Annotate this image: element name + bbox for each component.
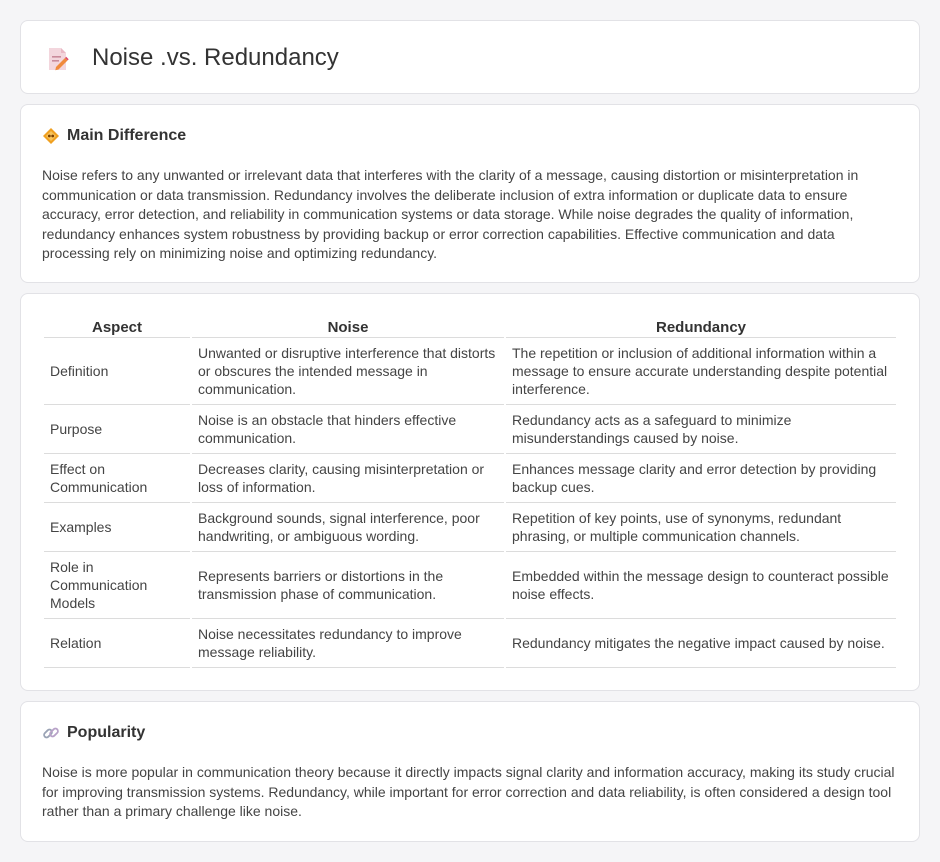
main-difference-heading bbox=[42, 127, 186, 145]
popularity-title: Popularity bbox=[67, 724, 146, 741]
aspect-cell: Effect on Communication bbox=[44, 454, 190, 503]
redundancy-cell: Embedded within the message design to counteract possible noise effects. bbox=[506, 552, 896, 619]
table-row bbox=[44, 552, 896, 619]
noise-cell: Noise is an obstacle that hinders effective communication. bbox=[192, 405, 504, 454]
popularity-section bbox=[20, 701, 920, 842]
table-row bbox=[44, 619, 896, 668]
popularity-heading bbox=[42, 724, 145, 742]
aspect-cell: Purpose bbox=[44, 405, 190, 454]
redundancy-cell: Enhances message clarity and error detection by providing backup cues. bbox=[506, 454, 896, 503]
redundancy-cell: Redundancy mitigates the negative impact caused by noise. bbox=[506, 619, 896, 668]
noise-cell: Background sounds, signal interference, poor handwriting, or ambiguous wording. bbox=[192, 503, 504, 552]
noise-cell: Unwanted or disruptive interference that distorts or obscures the intended message in communication. bbox=[192, 338, 504, 405]
aspect-cell: Role in Communication Models bbox=[44, 552, 190, 619]
redundancy-cell: Redundancy acts as a safeguard to minimize misunderstandings caused by noise. bbox=[506, 405, 896, 454]
header-redundancy: Redundancy bbox=[506, 316, 896, 338]
noise-cell: Noise necessitates redundancy to improve message reliability. bbox=[192, 619, 504, 668]
link-icon bbox=[42, 724, 60, 742]
aspect-cell: Relation bbox=[44, 619, 190, 668]
aspect-cell: Definition bbox=[44, 338, 190, 405]
document-edit-icon bbox=[47, 46, 69, 72]
header-card bbox=[20, 20, 920, 94]
noise-cell: Decreases clarity, causing misinterpretation or loss of information. bbox=[192, 454, 504, 503]
comparison-table bbox=[42, 316, 898, 668]
comparison-section bbox=[20, 293, 920, 691]
redundancy-cell: The repetition or inclusion of additional information within a message to ensure accurate understanding despite potential interference. bbox=[506, 338, 896, 405]
header-noise: Noise bbox=[192, 316, 504, 338]
main-difference-text: Noise refers to any unwanted or irrelevant data that interferes with the clarity of a message, causing distortion or misinterpretation in communication or data transmission. Redundancy involves the deliberate inclusion of extra information or duplicate data to ensure accuracy, error detection, and reliability in communication systems or data storage. While noise degrades the quality of information, redundancy enhances system robustness by providing backup or error correction capabilities. Effective communication and data processing rely on minimizing noise and optimizing redundancy. bbox=[42, 167, 859, 262]
table-row bbox=[44, 405, 896, 454]
aspect-cell: Examples bbox=[44, 503, 190, 552]
main-difference-title: Main Difference bbox=[67, 127, 187, 144]
main-difference-section bbox=[20, 104, 920, 283]
table-header-row bbox=[44, 316, 896, 338]
noise-cell: Represents barriers or distortions in the transmission phase of communication. bbox=[192, 552, 504, 619]
redundancy-cell: Repetition of key points, use of synonyms, redundant phrasing, or multiple communication channels. bbox=[506, 503, 896, 552]
table-row bbox=[44, 503, 896, 552]
diamond-badge-icon bbox=[42, 127, 60, 145]
popularity-text: Noise is more popular in communication theory because it directly impacts signal clarity and information accuracy, making its study crucial for improving transmission systems. Redundancy, while important for error correction and data reliability, is often considered a design tool rather than a primary challenge like noise. bbox=[42, 764, 895, 820]
header-aspect: Aspect bbox=[44, 316, 190, 338]
page-title: Noise .vs. Redundancy bbox=[92, 44, 339, 71]
table-row bbox=[44, 454, 896, 503]
table-row bbox=[44, 338, 896, 405]
